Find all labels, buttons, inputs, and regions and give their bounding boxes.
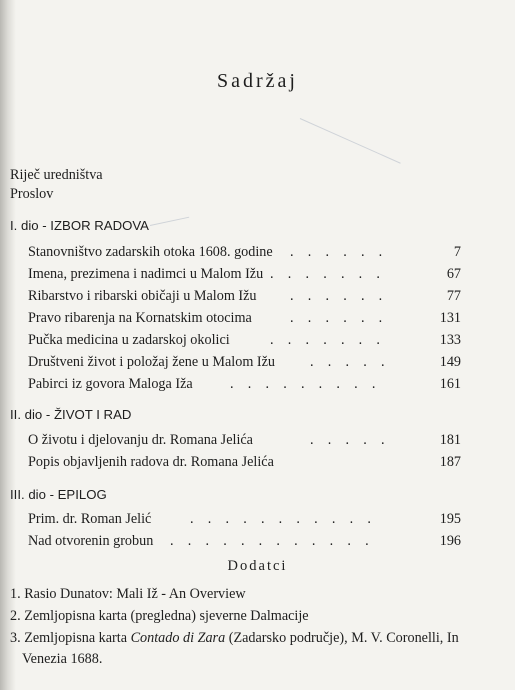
toc-entry-label: Pabirci iz govora Maloga Iža (28, 376, 193, 392)
appendix-heading: Dodatci (227, 558, 288, 574)
toc-entry-label: Društveni život i položaj žene u Malom Ižu (28, 354, 276, 370)
leader-dots: . . . . . . (290, 244, 383, 260)
toc-entry-page: 67 (446, 266, 461, 282)
leader-dots: . . . . . . . . . (230, 376, 376, 392)
toc-entry-label: O životu i djelovanju dr. Romana Jelića (28, 432, 253, 448)
toc-entry-page: 187 (439, 454, 461, 470)
part-heading: I. dio - IZBOR RADOVA (10, 218, 149, 233)
leader-dots: . . . . . . . (270, 266, 380, 282)
faint-map-line (150, 217, 189, 226)
toc-entry-page: 77 (446, 288, 461, 304)
toc-entry-label: Ribarstvo i ribarski običaji u Malom Ižu (28, 288, 257, 304)
toc-entry-page: 7 (453, 244, 461, 260)
leader-dots: . . . . . . (290, 310, 383, 326)
toc-entry-label: Popis objavljenih radova dr. Romana Jelića (28, 454, 274, 470)
toc-entry-page: 196 (439, 533, 461, 549)
faint-map-line (300, 118, 401, 164)
leader-dots: . . . . . (310, 354, 385, 370)
toc-entry-page: 161 (439, 376, 461, 392)
appendix-item: 1. Rasio Dunatov: Mali Iž - An Overview (10, 586, 246, 602)
toc-entry-label: Pučka medicina u zadarskoj okolici (28, 332, 230, 348)
toc-entry-label: Nad otvorenin grobun (28, 533, 154, 549)
toc-entry-label: Prim. dr. Roman Jelić (28, 511, 152, 527)
toc-entry-label: Stanovništvo zadarskih otoka 1608. godine (28, 244, 273, 260)
toc-entry-page: 181 (439, 432, 461, 448)
page-title: Sadržaj (217, 70, 298, 92)
appendix-item-italic-title: Contado di Zara (130, 630, 226, 646)
appendix-item-text: Venezia 1688. (22, 651, 103, 667)
toc-entry-page: 195 (439, 511, 461, 527)
appendix-item-continuation (10, 650, 460, 668)
part-heading: III. dio - EPILOG (10, 487, 107, 502)
toc-entry-label: Pravo ribarenja na Kornatskim otocima (28, 310, 252, 326)
leader-dots: . . . . . . . (270, 332, 380, 348)
part-heading: II. dio - ŽIVOT I RAD (10, 407, 132, 422)
toc-entry-page: 133 (439, 332, 461, 348)
appendix-item (10, 629, 460, 647)
toc-entry-page: 149 (439, 354, 461, 370)
leader-dots: . . . . . . (290, 288, 383, 304)
leader-dots: . . . . . . . . . . . (190, 511, 371, 527)
appendix-item-text: (Zadarsko područje), M. V. Coronelli, In (225, 630, 459, 646)
front-matter-item: Riječ uredništva (10, 167, 103, 183)
toc-entry-page: 131 (439, 310, 461, 326)
toc-entry-label: Imena, prezimena i nadimci u Malom Ižu (28, 266, 264, 282)
leader-dots: . . . . . (310, 432, 385, 448)
leader-dots: . . . . . . . . . . . . (170, 533, 369, 549)
front-matter-item: Proslov (10, 186, 54, 202)
appendix-item: 2. Zemljopisna karta (pregledna) sjeverne Dalmacije (10, 608, 309, 624)
appendix-item-text: 3. Zemljopisna karta (10, 630, 131, 646)
